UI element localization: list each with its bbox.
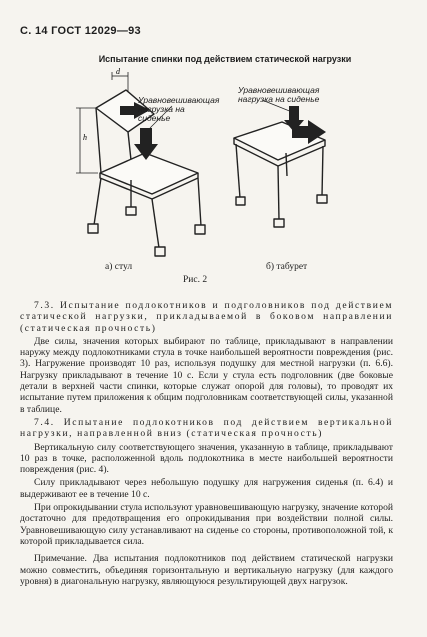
dim-d: d: [116, 68, 120, 76]
paragraph: При опрокидывании стула используют уравновешивающую нагрузку, значение которой достаточно для предотвращения его опрокидывания при воздействии полной силы. Уравновешивающую силу устанавливают на сиденье со стороны, противоположной той, к которой прикладывается сила.: [20, 502, 394, 547]
caption-chair: а) стул: [105, 262, 133, 272]
stool-load-label: Уравновешивающая нагрузка на сиденье: [238, 85, 320, 104]
page-header: С. 14 ГОСТ 12029—93: [20, 25, 141, 37]
note-paragraph: Примечание. Два испытания подлокотников под действием статической нагрузки можно совместить, объединяя горизонтальную и вертикальную нагрузку (для каждого уровня) в диагональную нагрузку, являющуюся результирующей двух нагрузок.: [20, 553, 393, 587]
figure-number: Рис. 2: [183, 275, 208, 285]
body-text: [20, 300, 393, 589]
section-7-3-heading: 7.3. Испытание подлокотников и подголовников под действием статической нагрузки, прикладываемой в боковом направлении (статическая прочность): [20, 300, 393, 334]
paragraph: Силу прикладывают через небольшую подушку для нагружения сиденья (п. 6.4) и выдерживают ее в течение 10 с.: [20, 477, 393, 500]
caption-stool: б) табурет: [266, 262, 308, 272]
figure-title: Испытание спинки под действием статической нагрузки: [98, 54, 352, 64]
chair-seat-load-arrow: [134, 128, 158, 160]
section-7-4-heading: 7.4. Испытание подлокотников под действием вертикальной нагрузки, направленной вниз (статическая прочность): [20, 416, 393, 440]
paragraph: Две силы, значения которых выбирают по таблице, прикладывают в направлении наружу между подлокотниками стула в точке наибольшей вероятности повреждения (рис. 3). Нагружение производят 10 раз, используя подушку для местной нагрузки (п. 6.6). Нагрузку прикладывают в течение 10 с. Если у стула есть подголовник (две боковые детали в верхней части спинки, которые служат опорой для головы), то проводят их испытание путем приложения к общим подголовникам соответствующей силы, указанной в таблице.: [20, 335, 393, 415]
dim-h: h: [83, 133, 87, 142]
paragraph: Вертикальную силу соответствующего значения, указанную в таблице, прикладывают 10 раз в точке, расположенной вдоль подлокотника в месте наибольшей вероятности повреждения (рис. 4).: [20, 441, 393, 476]
chair-load-label: Уравновешивающая нагрузка на сиденье: [138, 95, 220, 123]
